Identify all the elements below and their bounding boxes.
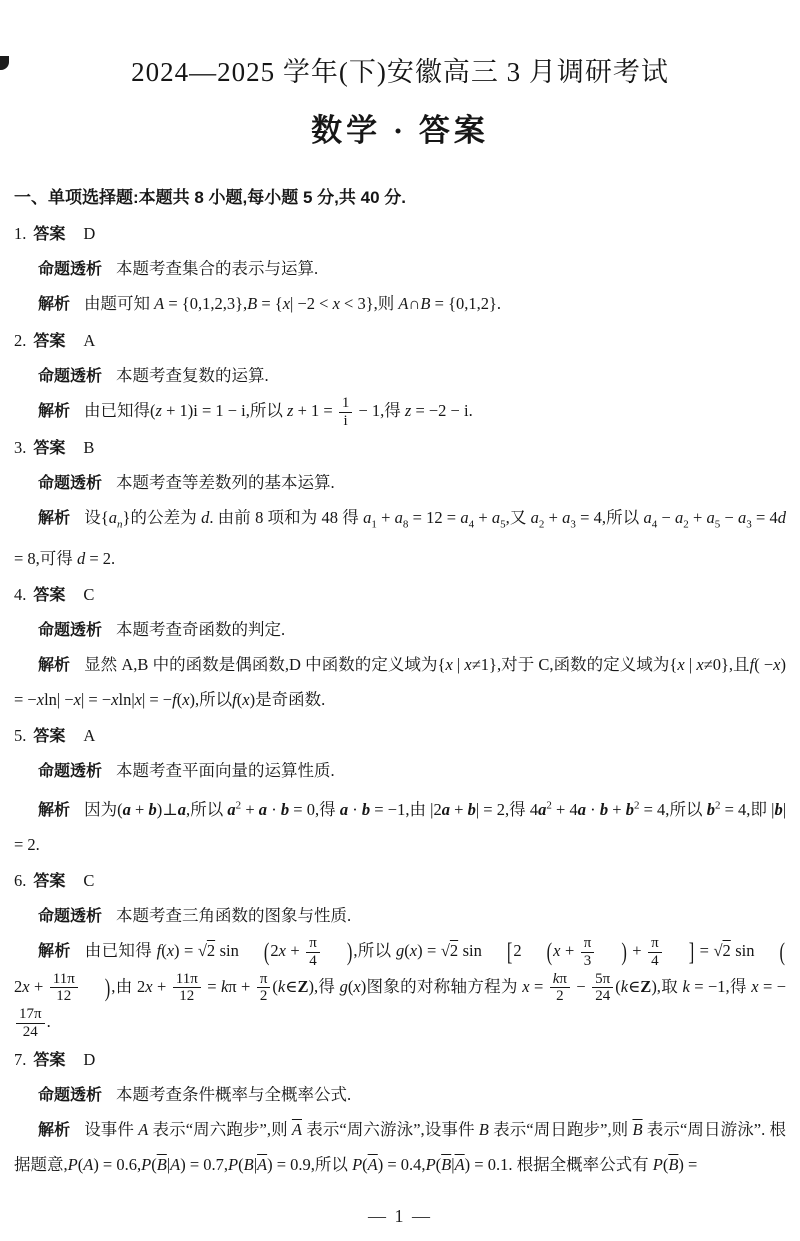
analysis-line <box>14 613 786 648</box>
analysis-label: 命题透析 <box>38 260 103 278</box>
document-title: 2024—2025 学年(下)安徽高三 3 月调研考试 <box>131 57 669 87</box>
answer-line <box>14 719 786 754</box>
question-number: 5. <box>14 725 27 745</box>
analysis-text: 本题考查复数的运算. <box>116 365 269 385</box>
question-7 <box>14 1043 786 1182</box>
document-page <box>0 56 800 1241</box>
solution-line <box>14 287 786 322</box>
solution-text: 显然 A,B 中的函数是偶函数,D 中函数的定义域为{x | x≠1},对于 C,函数的定义域为{x | x≠0},且f( −x) = −xln| −x| = −xln|x| = −f(x),所以f(x)是奇函数. <box>14 654 786 709</box>
answer-value: C <box>83 871 95 891</box>
solution-line <box>14 934 786 1041</box>
analysis-text: 本题考查条件概率与全概率公式. <box>116 1084 352 1104</box>
solution-line <box>14 501 786 575</box>
document-subtitle: 数学 · 答案 <box>311 112 489 148</box>
solution-label: 解析 <box>38 1121 71 1139</box>
analysis-line <box>14 1078 786 1113</box>
analysis-text: 本题考查等差数列的基本运算. <box>116 473 335 493</box>
answer-label: 答案 <box>33 332 66 350</box>
analysis-text: 本题考查平面向量的运算性质. <box>116 760 335 780</box>
scan-artifact <box>0 56 9 70</box>
answer-line <box>14 217 786 252</box>
analysis-label: 命题透析 <box>38 475 103 493</box>
solution-label: 解析 <box>38 402 71 420</box>
answer-line <box>14 431 786 466</box>
answer-label: 答案 <box>33 1051 66 1069</box>
solution-label: 解析 <box>38 802 71 820</box>
solution-text: 设$\{a_n\}$的公差为 d. 由前 8 项和为 48 得 $a_1 + a_8 = 12 = a_4 + a_5$,又 $a_2 + a_3 = 4$,所以 $a_4 - a_2 + a_5 - a_3 = 4d = 8$,可得 d = 2. <box>14 508 787 568</box>
question-5 <box>14 719 786 863</box>
answer-value: D <box>83 223 96 243</box>
answer-line <box>14 324 786 359</box>
solution-line <box>14 648 786 717</box>
answer-value: B <box>83 438 95 458</box>
question-number: 7. <box>14 1049 27 1069</box>
answer-line <box>14 864 786 899</box>
answer-value: D <box>83 1049 96 1069</box>
solution-line <box>14 1113 786 1182</box>
answer-value: C <box>83 584 95 604</box>
solution-label: 解析 <box>38 943 71 961</box>
answer-label: 答案 <box>33 440 66 458</box>
question-6 <box>14 864 786 1041</box>
analysis-label: 命题透析 <box>38 621 103 639</box>
answer-value: A <box>83 725 96 745</box>
question-2 <box>14 324 786 430</box>
solution-line <box>14 789 786 863</box>
solution-line <box>14 394 786 430</box>
analysis-text: 本题考查集合的表示与运算. <box>116 258 319 278</box>
answer-label: 答案 <box>33 873 66 891</box>
analysis-label: 命题透析 <box>38 367 103 385</box>
page-number: — 1 — <box>368 1206 432 1226</box>
solution-label: 解析 <box>38 295 71 313</box>
solution-label: 解析 <box>38 510 71 528</box>
question-number: 3. <box>14 438 27 458</box>
answer-value: A <box>83 330 96 350</box>
answer-label: 答案 <box>33 586 66 604</box>
analysis-line <box>14 359 786 394</box>
analysis-label: 命题透析 <box>38 762 103 780</box>
section-heading: 一、单项选择题:本题共 8 小题,每小题 5 分,共 40 分. <box>14 187 406 207</box>
question-3 <box>14 431 786 575</box>
analysis-line <box>14 252 786 287</box>
question-4 <box>14 578 786 717</box>
analysis-label: 命题透析 <box>38 1086 103 1104</box>
answer-line <box>14 578 786 613</box>
analysis-line <box>14 754 786 789</box>
question-number: 1. <box>14 223 27 243</box>
solution-text: 由题可知 A = {0,1,2,3},B = {x| −2 < x < 3},则 A∩B = {0,1,2}. <box>84 293 502 313</box>
analysis-text: 本题考查奇函数的判定. <box>116 619 286 639</box>
solution-text: 由已知得(z + 1)i = 1 − i,所以 z + 1 = $\frac{1}{i}$ − 1,得 z = −2 − i. <box>84 394 473 429</box>
solution-text: 由已知得 f(x) = √2 sin (2x + $\frac{\pi}{4}$ ),所以 g(x) = √2 sin [2 (x + $\frac{\pi}{3}$ ) + $\frac{\pi}{4}$ ] = √2 sin (2x + $\frac{11\pi}{12}$ ),由 2x + $\frac{11\pi}{12}$ = kπ + $\frac{\pi}{2}$ (k∈Z),得 g(x)图象的对称轴方程为 x = $\frac{k\pi}{2}$ − $\frac{5\pi}{24}$ (k∈Z),取 k = −1,得 x = − $\frac{17\pi}{24}$ . <box>14 935 787 1040</box>
analysis-line <box>14 466 786 501</box>
solution-text: 设事件 A 表示“周六跑步”,则 $\overline{A}$ 表示“周六游泳”,设事件 B 表示“周日跑步”,则 $\overline{B}$ 表示“周日游泳”. 根据题意$,P(A) = 0.6,P(\overline{B}|A) = 0.7,P(B|\overline{A}) = 0.9$,所以 $P(\overline{A}) = 0.4,P(\overline{B}|\overline{A}) = 0.1$. 根据全概率公式有 $P(\overline{B})$ = <box>14 1119 786 1174</box>
question-number: 2. <box>14 330 27 350</box>
answer-label: 答案 <box>33 225 66 243</box>
answer-line <box>14 1043 786 1078</box>
solution-label: 解析 <box>38 656 71 674</box>
question-1 <box>14 217 786 322</box>
question-number: 6. <box>14 871 27 891</box>
question-number: 4. <box>14 584 27 604</box>
answer-label: 答案 <box>33 727 66 745</box>
analysis-label: 命题透析 <box>38 908 103 926</box>
solution-text: 因为(a + b)⊥a,所以 $a^2 + a \cdot b = 0$,得 a · b = −1,由 |2a + b| = 2,得 $4a^2 + 4a \cdot b + b^2 = 4$,所以 $b^2 = 4$,即 |b| = 2. <box>14 799 787 855</box>
analysis-text: 本题考查三角函数的图象与性质. <box>116 906 352 926</box>
